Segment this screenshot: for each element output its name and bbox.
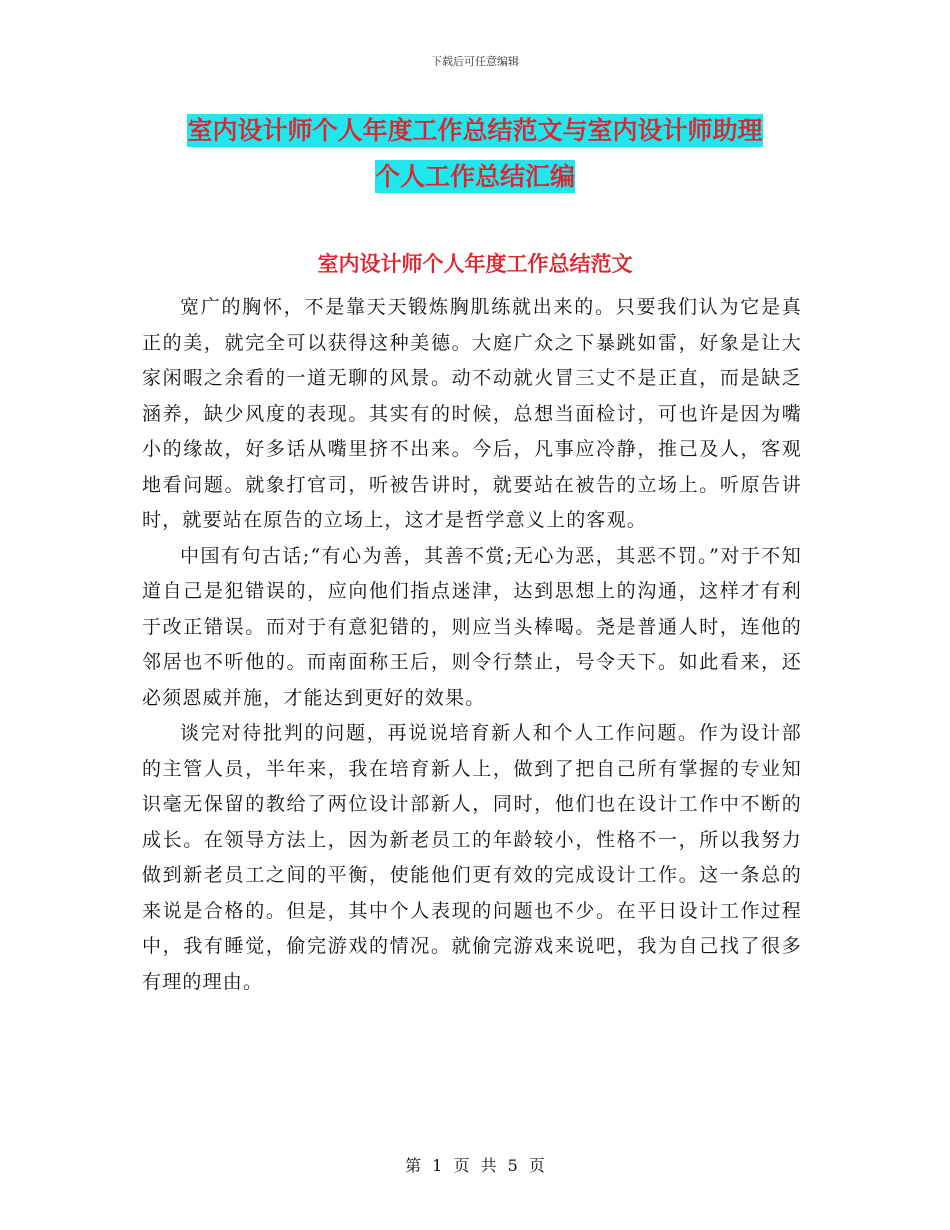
document-title-line-2: 个人工作总结汇编 xyxy=(374,162,575,191)
document-body xyxy=(142,290,802,1000)
paragraph: 谈完对待批判的问题，再说说培育新人和个人工作问题。作为设计部的主管人员，半年来，我在培育新人上，做到了把自己所有掌握的专业知识毫无保留的教给了两位设计部新人，同时，他们也在设计工作中不断的成长。在领导方法上，因为新老员工的年龄较小，性格不一，所以我努力做到新老员工之间的平衡，使能他们更有效的完成设计工作。这一条总的来说是合格的。但是，其中个人表现的问题也不少。在平日设计工作过程中，我有睡觉，偷完游戏的情况。就偷完游戏来说吧，我为自己找了很多有理的理由。 xyxy=(142,722,802,993)
header-note: 下载后可任意编辑 xyxy=(431,55,519,68)
paragraph: 宽广的胸怀，不是靠天天锻炼胸肌练就出来的。只要我们认为它是真正的美，就完全可以获得这种美德。大庭广众之下暴跳如雷，好象是让大家闲暇之余看的一道无聊的风景。动不动就火冒三丈不是正直，而是缺乏涵养，缺少风度的表现。其实有的时候，总想当面检讨，可也许是因为嘴小的缘故，好多话从嘴里挤不出来。今后，凡事应冷静，推己及人，客观地看问题。就象打官司，听被告讲时，就要站在被告的立场上。听原告讲时，就要站在原告的立场上，这才是哲学意义上的客观。 xyxy=(142,296,802,531)
page-number-footer: 第 1 页 共 5 页 xyxy=(405,1156,545,1175)
paragraph: 中国有句古话;“有心为善，其善不赏;无心为恶，其恶不罚。”对于不知道自己是犯错误的，应向他们指点迷津，达到思想上的沟通，这样才有利于改正错误。而对于有意犯错的，则应当头棒喝。尧是普通人时，连他的邻居也不听他的。而南面称王后，则令行禁止，号令天下。如此看来，还必须恩威并施，才能达到更好的效果。 xyxy=(142,544,802,709)
section-title: 室内设计师个人年度工作总结范文 xyxy=(317,252,633,276)
document-title xyxy=(0,108,950,200)
document-title-line-1: 室内设计师个人年度工作总结范文与室内设计师助理 xyxy=(187,116,763,145)
